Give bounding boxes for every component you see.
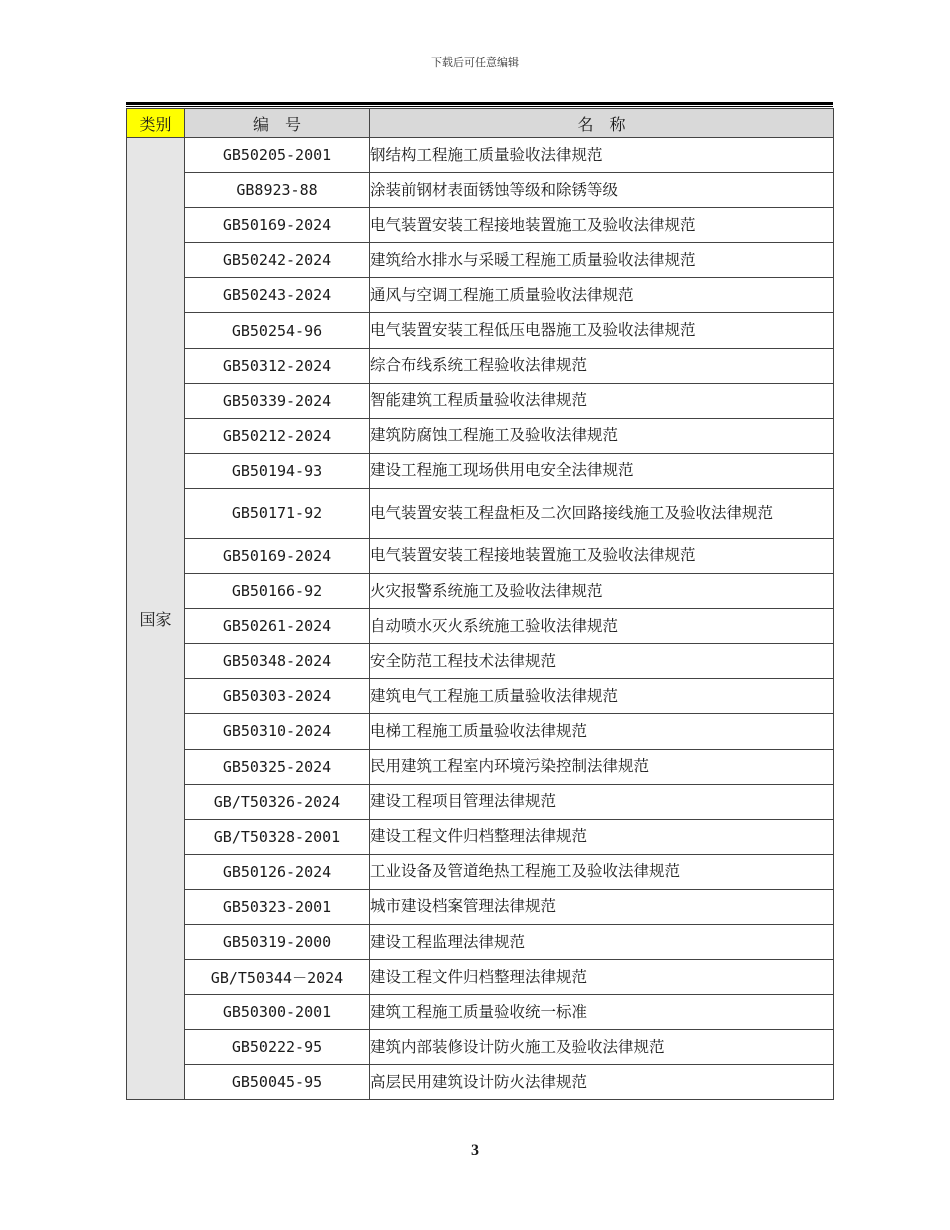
top-rule-thin [126,106,833,107]
header-note: 下载后可任意编辑 [431,56,519,69]
table-row [127,243,834,278]
standard-name: 电气装置安装工程接地装置施工及验收法律规范 [370,538,834,573]
standard-name: 钢结构工程施工质量验收法律规范 [370,138,834,173]
standard-name: 电梯工程施工质量验收法律规范 [370,714,834,749]
standard-code: GB8923-88 [185,173,370,208]
standard-name: 自动喷水灭火系统施工验收法律规范 [370,609,834,644]
standard-name: 建筑电气工程施工质量验收法律规范 [370,679,834,714]
standard-name: 建设工程文件归档整理法律规范 [370,819,834,854]
standard-name: 城市建设档案管理法律规范 [370,889,834,924]
standard-code: GB50348-2024 [185,644,370,679]
standard-name: 建筑内部装修设计防火施工及验收法律规范 [370,1030,834,1065]
standard-code: GB50310-2024 [185,714,370,749]
table-row [127,488,834,538]
standard-name: 民用建筑工程室内环境污染控制法律规范 [370,749,834,784]
table-row [127,313,834,348]
standard-code: GB50243-2024 [185,278,370,313]
header-name: 名 称 [370,109,834,138]
table-row [127,173,834,208]
table-row [127,453,834,488]
table-row [127,348,834,383]
standard-code: GB50169-2024 [185,208,370,243]
standard-code: GB50303-2024 [185,679,370,714]
table-row [127,924,834,959]
standard-name: 智能建筑工程质量验收法律规范 [370,383,834,418]
table-row [127,383,834,418]
standard-name: 高层民用建筑设计防火法律规范 [370,1065,834,1100]
standard-name: 建筑防腐蚀工程施工及验收法律规范 [370,418,834,453]
standard-name: 建设工程监理法律规范 [370,924,834,959]
standard-name: 建设工程文件归档整理法律规范 [370,960,834,995]
header-category: 类别 [127,109,185,138]
standard-code: GB50222-95 [185,1030,370,1065]
standard-name: 电气装置安装工程接地装置施工及验收法律规范 [370,208,834,243]
category-cell: 国家 [127,138,185,1100]
standard-name: 建筑给水排水与采暖工程施工质量验收法律规范 [370,243,834,278]
table-row [127,208,834,243]
table-row [127,714,834,749]
table-row [127,749,834,784]
table-row [127,138,834,173]
table-row [127,278,834,313]
standard-code: GB50339-2024 [185,383,370,418]
standard-code: GB/T50328-2001 [185,819,370,854]
standard-code: GB50261-2024 [185,609,370,644]
standard-name: 建筑工程施工质量验收统一标准 [370,995,834,1030]
table-row [127,1030,834,1065]
standard-name: 综合布线系统工程验收法律规范 [370,348,834,383]
standard-name: 安全防范工程技术法律规范 [370,644,834,679]
header-code: 编 号 [185,109,370,138]
standard-name: 工业设备及管道绝热工程施工及验收法律规范 [370,854,834,889]
table-row [127,609,834,644]
table-header-row [127,109,834,138]
page-number: 3 [471,1142,479,1159]
table-row [127,854,834,889]
table-row [127,960,834,995]
table-row [127,1065,834,1100]
standards-table [126,108,834,1100]
table-row [127,538,834,573]
standard-code: GB50312-2024 [185,348,370,383]
standard-code: GB50045-95 [185,1065,370,1100]
standard-code: GB50194-93 [185,453,370,488]
standard-code: GB50319-2000 [185,924,370,959]
table-row [127,889,834,924]
standard-name: 电气装置安装工程盘柜及二次回路接线施工及验收法律规范 [370,488,834,538]
table-row [127,644,834,679]
standard-name: 电气装置安装工程低压电器施工及验收法律规范 [370,313,834,348]
standard-code: GB50212-2024 [185,418,370,453]
standard-name: 通风与空调工程施工质量验收法律规范 [370,278,834,313]
standard-code: GB/T50326-2024 [185,784,370,819]
standard-code: GB50254-96 [185,313,370,348]
table-row [127,574,834,609]
table-body [127,138,834,1100]
standard-name: 建设工程项目管理法律规范 [370,784,834,819]
table-row [127,995,834,1030]
standard-name: 火灾报警系统施工及验收法律规范 [370,574,834,609]
standard-code: GB50325-2024 [185,749,370,784]
standard-code: GB50300-2001 [185,995,370,1030]
standard-code: GB50166-92 [185,574,370,609]
top-rule-thick [126,102,833,105]
standard-name: 涂装前钢材表面锈蚀等级和除锈等级 [370,173,834,208]
standard-code: GB50205-2001 [185,138,370,173]
standard-code: GB50242-2024 [185,243,370,278]
table-row [127,819,834,854]
standard-code: GB50323-2001 [185,889,370,924]
table-row [127,679,834,714]
table-row [127,418,834,453]
standard-code: GB/T50344－2024 [185,960,370,995]
table-row [127,784,834,819]
standard-code: GB50169-2024 [185,538,370,573]
standard-code: GB50126-2024 [185,854,370,889]
standard-code: GB50171-92 [185,488,370,538]
standard-name: 建设工程施工现场供用电安全法律规范 [370,453,834,488]
